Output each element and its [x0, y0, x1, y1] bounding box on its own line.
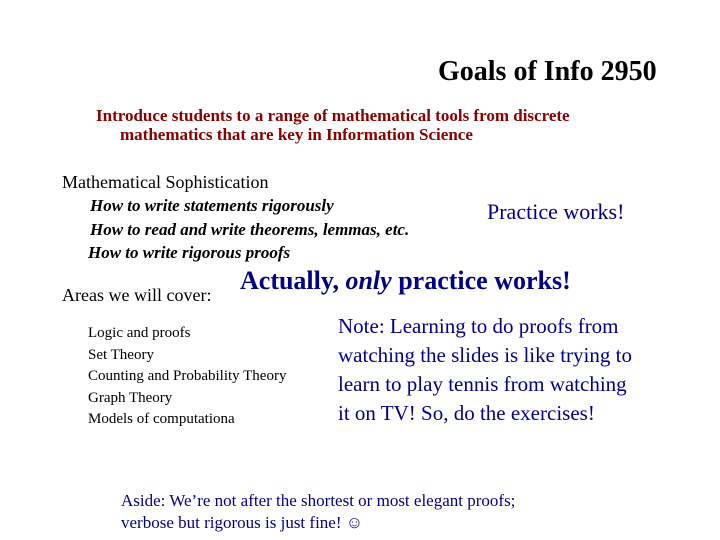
intro-line-1: Introduce students to a range of mathematical tools from discrete: [96, 106, 570, 125]
practice-note: Practice works!: [487, 199, 625, 224]
list-item: Counting and Probability Theory: [88, 368, 287, 384]
note-line: it on TV! So, do the exercises!: [338, 401, 595, 425]
sophistication-item: How to read and write theorems, lemmas, etc.: [90, 220, 410, 239]
actually-prefix: Actually,: [240, 266, 346, 295]
intro-line-2: mathematics that are key in Information Science: [120, 125, 473, 144]
proofs-note: [338, 312, 632, 428]
note-line: watching the slides is like trying to: [338, 343, 632, 367]
sophistication-heading: Mathematical Sophistication: [62, 172, 269, 192]
areas-heading: Areas we will cover:: [62, 285, 212, 305]
actually-emphasis: only: [345, 266, 392, 295]
sophistication-item: How to write statements rigorously: [90, 196, 334, 215]
list-item: Set Theory: [88, 346, 154, 363]
actually-suffix: practice works!: [391, 266, 571, 295]
topics-list: [88, 323, 286, 431]
list-item: Logic and proofs: [88, 325, 191, 341]
list-item: Graph Theory: [88, 389, 173, 406]
actually-note: [240, 266, 571, 296]
note-line: learn to play tennis from watching: [338, 372, 627, 396]
aside-line-1: Aside: We’re not after the shortest or most elegant proofs;: [121, 491, 516, 510]
sophistication-item: How to write rigorous proofs: [88, 243, 291, 262]
slide-title: Goals of Info 2950: [438, 56, 657, 87]
intro-text: [96, 106, 570, 144]
list-item: Models of computationa: [88, 411, 235, 427]
aside-line-2: verbose but rigorous is just fine! ☺: [121, 513, 364, 532]
aside-note: [121, 490, 515, 534]
note-line: Note: Learning to do proofs from: [338, 314, 619, 338]
